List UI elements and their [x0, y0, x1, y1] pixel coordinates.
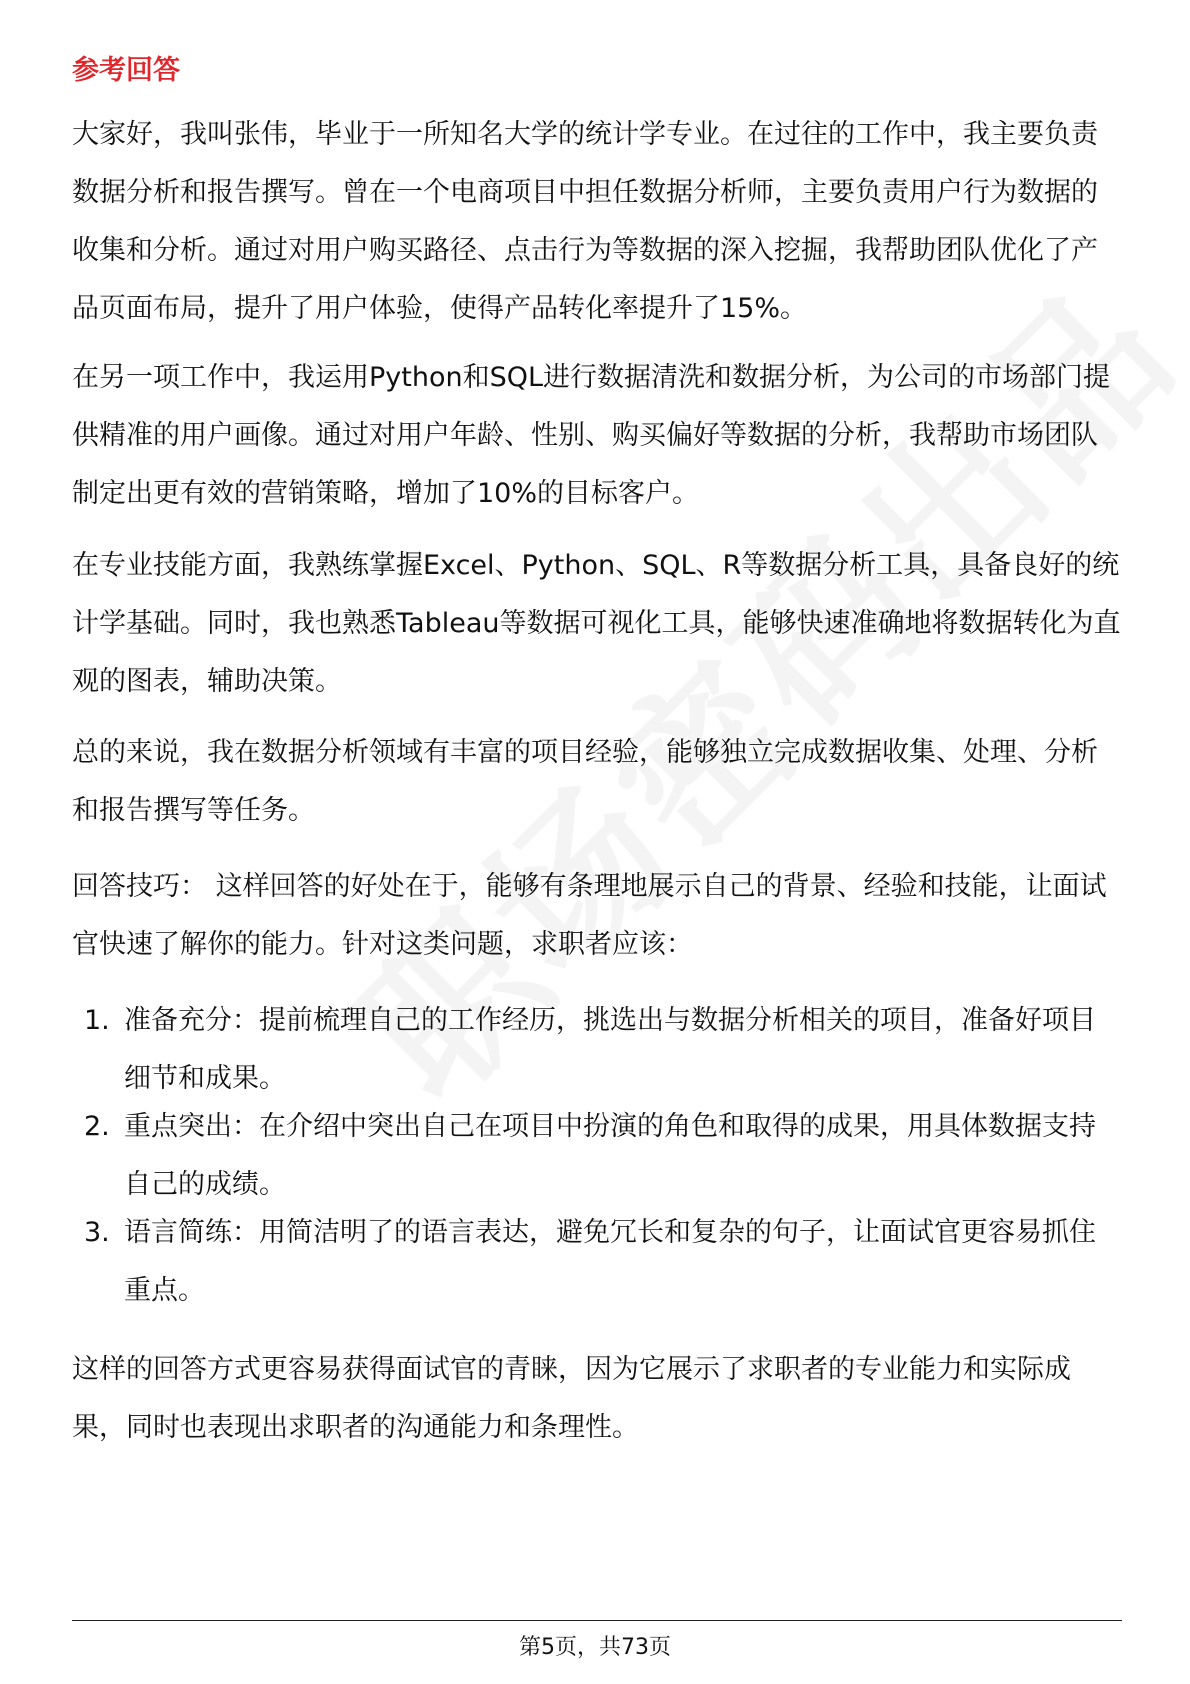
list-item — [72, 1204, 1122, 1320]
list-text: 准备充分：提前梳理自己的工作经历，挑选出与数据分析相关的项目，准备好项目细节和成果。 — [124, 1005, 1096, 1094]
page-number: 第5页，共73页 — [519, 1635, 671, 1660]
list-text: 语言简练：用简洁明了的语言表达，避免冗长和复杂的句子，让面试官更容易抓住重点。 — [124, 1217, 1096, 1306]
tips-list — [72, 992, 1122, 1320]
list-number: 1. — [84, 1005, 110, 1036]
paragraph-skills: 在专业技能方面，我熟练掌握Excel、Python、SQL、R等数据分析工具，具备良好的统计学基础。同时，我也熟悉Tableau等数据可视化工具，能够快速准确地将数据转化为直观的图表，辅助决策。 — [72, 550, 1121, 697]
section-heading: 参考回答 — [72, 55, 180, 86]
list-text: 重点突出：在介绍中突出自己在项目中扮演的角色和取得的成果，用具体数据支持自己的成绩。 — [124, 1111, 1096, 1200]
paragraph-summary: 总的来说，我在数据分析领域有丰富的项目经验，能够独立完成数据收集、处理、分析和报告撰写等任务。 — [72, 737, 1098, 826]
list-number: 3. — [84, 1217, 110, 1248]
paragraph-closing: 这样的回答方式更容易获得面试官的青睐，因为它展示了求职者的专业能力和实际成果，同时也表现出求职者的沟通能力和条理性。 — [72, 1354, 1071, 1443]
footer-divider — [72, 1620, 1122, 1621]
paragraph-intro: 大家好，我叫张伟，毕业于一所知名大学的统计学专业。在过往的工作中，我主要负责数据分析和报告撰写。曾在一个电商项目中担任数据分析师，主要负责用户行为数据的收集和分析。通过对用户购买路径、点击行为等数据的深入挖掘，我帮助团队优化了产品页面布局，提升了用户体验，使得产品转化率提升了15%。 — [72, 119, 1098, 324]
paragraph-project: 在另一项工作中，我运用Python和SQL进行数据清洗和数据分析，为公司的市场部门提供精准的用户画像。通过对用户年龄、性别、购买偏好等数据的分析，我帮助市场团队制定出更有效的营销策略，增加了10%的目标客户。 — [72, 362, 1111, 509]
list-number: 2. — [84, 1111, 110, 1142]
list-item — [72, 992, 1122, 1108]
list-item — [72, 1098, 1122, 1214]
paragraph-tips: 回答技巧： 这样回答的好处在于，能够有条理地展示自己的背景、经验和技能，让面试官快速了解你的能力。针对这类问题，求职者应该： — [72, 871, 1107, 960]
